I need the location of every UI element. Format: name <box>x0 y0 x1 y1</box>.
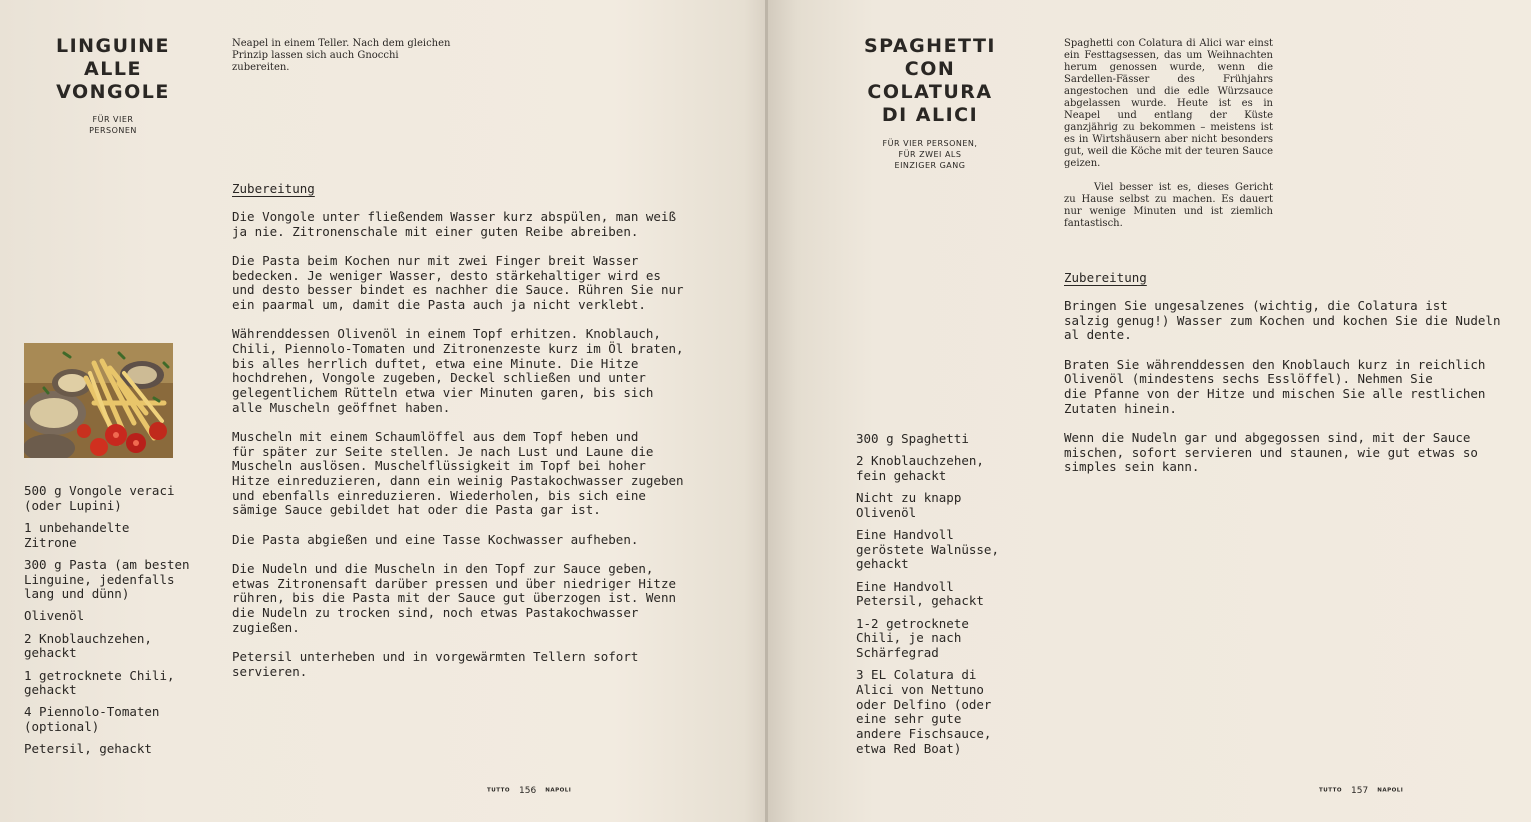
step-paragraph: Die Nudeln und die Muscheln in den Topf zur Sauce geben, etwas Zitronensaft darüber pressen und über niedriger Hitze rühren, bis die Pasta mit der Sauce gut überzogen ist. Wenn die Nudeln zu trocken sind, noch etwas Pastakochwasser zugießen. <box>232 560 677 635</box>
ingredient-item: Eine Handvoll Petersil, gehackt <box>856 578 984 609</box>
ingredient-item: 300 g Pasta (am besten Linguine, jedenfalls lang und dünn) <box>24 556 190 602</box>
footer-chapter: NAPOLI <box>545 787 572 794</box>
servings-note: FÜR VIER PERSONEN <box>89 115 137 135</box>
step-paragraph: Währenddessen Olivenöl in einem Topf erhitzen. Knoblauch, Chili, Piennolo-Tomaten und Zitronenzeste kurz im Öl braten, bis alles herrlich duftet, etwa eine Minute. Die Hitze hochdrehen, Vongole zugeben, Deckel schließen und unter gelegentlichem Rütteln etwa vier Minuten garen, bis sich alle Muscheln geöffnet haben. <box>232 326 684 415</box>
intro-paragraph: Spaghetti con Colatura di Alici war einst ein Festtagsessen, das um Weihnachten herum genossen wurde, wenn die Sardellen-Fässer des Frühjahrs angestochen und die edle Würzsauce abgelassen wurde. Heute ist es in Neapel und entlang der Küste ganzjährig zu bekommen – meistens ist es in Wirtshäusern aber nicht besonders gut, weil die Köche mit der teuren Sauce geizen. <box>1064 38 1273 169</box>
preparation-steps <box>232 210 702 694</box>
ingredient-item: 4 Piennolo-Tomaten (optional) <box>24 704 160 735</box>
footer-book-title: TUTTO <box>487 787 511 794</box>
ingredient-item: 300 g Spaghetti <box>856 431 969 446</box>
ingredient-item: 3 EL Colatura di Alici von Nettuno oder Delfino (oder eine sehr gute andere Fischsauce, etwa Red Boat) <box>856 667 992 756</box>
intro-paragraph: Viel besser ist es, dieses Gericht zu Hause selbst zu machen. Es dauert nur wenige Minuten und ist ziemlich fantastisch. <box>1064 182 1273 229</box>
ingredient-list <box>24 484 214 765</box>
step-paragraph: Petersil unterheben und in vorgewärmten Tellern sofort servieren. <box>232 648 639 679</box>
ingredient-item: 1-2 getrocknete Chili, je nach Schärfegrad <box>856 615 969 660</box>
right-page <box>767 0 1531 822</box>
page-number: 157 <box>1351 785 1369 796</box>
preparation-steps <box>1064 299 1519 490</box>
ingredient-item: 1 unbehandelte Zitrone <box>24 519 130 550</box>
recipe-title: SPAGHETTI CON COLATURA DI ALICI <box>864 35 996 126</box>
step-paragraph: Braten Sie währenddessen den Knoblauch kurz in reichlich Olivenöl (mindestens sechs Esslöffel). Nehmen Sie die Pfanne von der Hitze und mischen Sie alle restlichen Zutaten hinein. <box>1064 356 1486 416</box>
ingredient-list <box>856 432 1031 764</box>
preparation-heading: Zubereitung <box>232 181 315 196</box>
preparation-heading: Zubereitung <box>1064 270 1147 285</box>
ingredient-item: 2 Knoblauchzehen, gehackt <box>24 630 152 661</box>
ingredient-item: Petersil, gehackt <box>24 741 152 757</box>
intro-paragraph: Neapel in einem Teller. Nach dem gleichen Prinzip lassen sich auch Gnocchi zubereiten. <box>232 38 451 73</box>
ingredient-item: 500 g Vongole veraci (oder Lupini) <box>24 483 175 513</box>
page-number: 156 <box>519 785 537 796</box>
step-paragraph: Die Vongole unter fließendem Wasser kurz abspülen, man weiß ja nie. Zitronenschale mit einer guten Reibe abreiben. <box>232 209 677 239</box>
step-paragraph: Wenn die Nudeln gar und abgegossen sind, mit der Sauce mischen, sofort servieren und staunen, wie gut etwas so simples sein kann. <box>1064 429 1478 475</box>
book-gutter <box>765 0 768 822</box>
dish-photo <box>24 343 173 458</box>
recipe-intro <box>232 38 457 74</box>
ingredient-item: 2 Knoblauchzehen, fein gehackt <box>856 453 984 483</box>
ingredient-item: 1 getrocknete Chili, gehackt <box>24 667 175 698</box>
step-paragraph: Muscheln mit einem Schaumlöffel aus dem Topf heben und für später zur Seite stellen. Je nach Lust und Laune die Muscheln auslösen. Muschelflüssigkeit im Topf bei hoher Hitze einreduzieren, dann ein weinig Pastakochwasser zugeben und ebenfalls einreduzieren. Wiederholen, bis sich eine sämige Sauce gebildet hat oder die Pasta gar ist. <box>232 428 684 518</box>
servings-note: FÜR VIER PERSONEN, FÜR ZWEI ALS EINZIGER GANG <box>882 139 978 170</box>
footer-chapter: NAPOLI <box>1377 787 1404 794</box>
step-paragraph: Die Pasta beim Kochen nur mit zwei Finger breit Wasser bedecken. Je weniger Wasser, desto stärkehaltiger wird es und desto besser bindet es nachher die Sauce. Rühren Sie nur ein paarmal um, damit die Pasta auch ja nicht verklebt. <box>232 252 684 313</box>
page-footer <box>1319 780 1403 799</box>
page-footer <box>487 780 571 799</box>
footer-book-title: TUTTO <box>1319 787 1343 794</box>
step-paragraph: Bringen Sie ungesalzenes (wichtig, die Colatura ist salzig genug!) Wasser zum Kochen und kochen Sie die Nudeln al dente. <box>1064 298 1501 343</box>
step-paragraph: Die Pasta abgießen und eine Tasse Kochwasser aufheben. <box>232 531 639 547</box>
recipe-title: LINGUINE ALLE VONGOLE <box>55 35 171 103</box>
ingredient-item: Nicht zu knapp Olivenöl <box>856 490 962 520</box>
ingredient-item: Eine Handvoll geröstete Walnüsse, gehackt <box>856 527 999 572</box>
recipe-intro <box>1064 38 1273 230</box>
ingredient-item: Olivenöl <box>24 608 85 624</box>
